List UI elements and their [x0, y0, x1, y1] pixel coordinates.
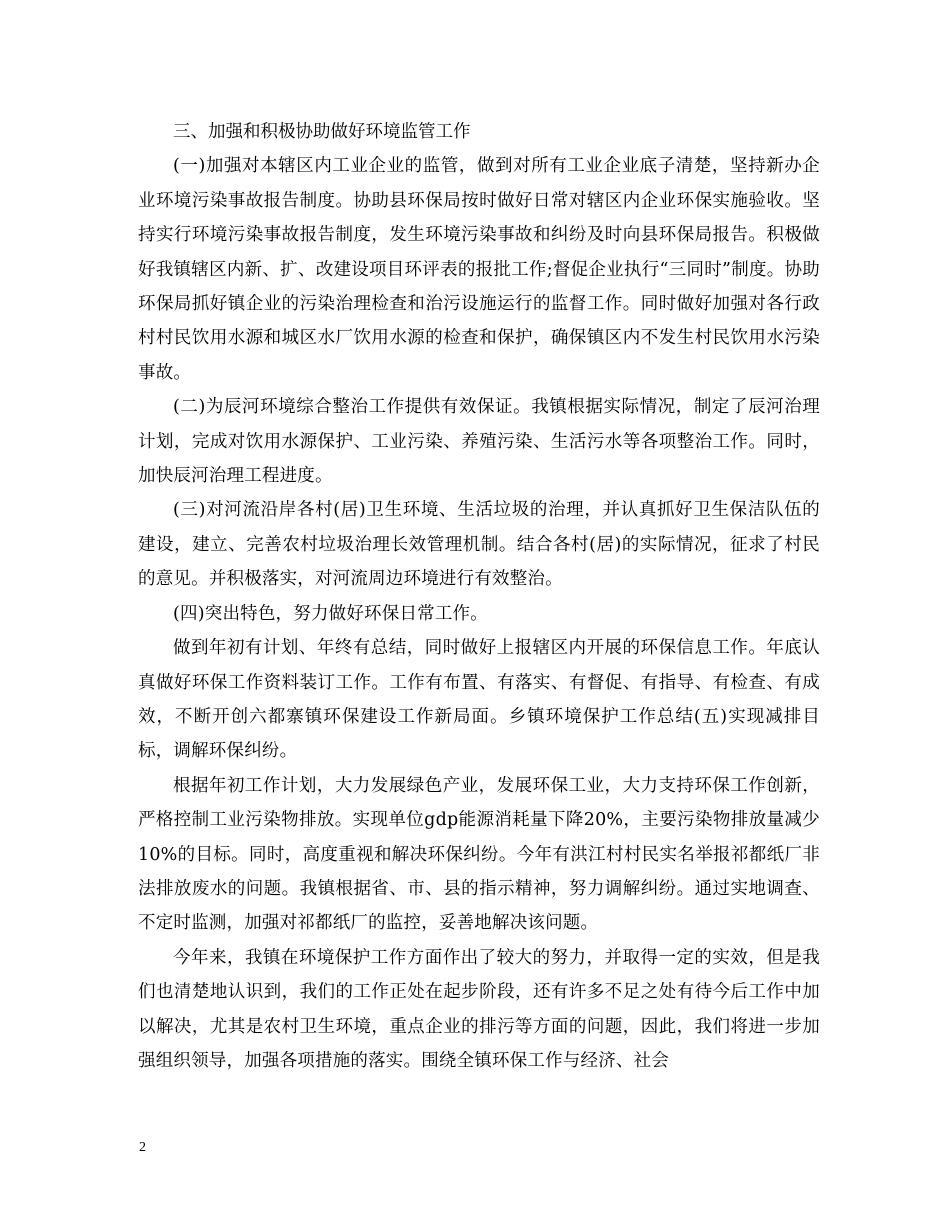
paragraph-supervision: (一)加强对本辖区内工业企业的监管，做到对所有工业企业底子清楚，坚持新办企业环境污染事故报告制度。协助县环保局按时做好日常对辖区内企业环保实施验收。坚持实行环境污染事故报告制度，发生环境污染事故和纠纷及时向县环保局报告。积极做好我镇辖区内新、扩、改建设项目环评表的报批工作;督促企业执行“三同时”制度。协助环保局抓好镇企业的污染治理检查和治污设施运行的监督工作。同时做好加强对各行政村村民饮用水源和城区水厂饮用水源的检查和保护，确保镇区内不发生村民饮用水污染事故。	[138, 156, 820, 383]
paragraph-riverside-sanitation: (三)对河流沿岸各村(居)卫生环境、生活垃圾的治理，并认真抓好卫生保洁队伍的建设，建立、完善农村垃圾治理长效管理机制。结合各村(居)的实际情况，征求了村民的意见。并积极落实，对河流周边环境进行有效整治。	[138, 500, 820, 590]
document-body	[138, 115, 820, 1078]
page-number: 2	[139, 1140, 146, 1155]
paragraph-chenhe-remediation: (二)为辰河环境综合整治工作提供有效保证。我镇根据实际情况，制定了辰河治理计划，完成对饮用水源保护、工业污染、养殖污染、生活污水等各项整治工作。同时，加快辰河治理工程进度。	[138, 397, 820, 487]
section-heading: 三、加强和积极协助做好环境监管工作	[173, 122, 471, 142]
paragraph-emission-reduction: 根据年初工作计划，大力发展绿色产业，发展环保工业，大力支持环保工作创新，严格控制工业污染物排放。实现单位gdp能源消耗量下降20%，主要污染物排放量减少10%的目标。同时，高度重视和解决环保纠纷。今年有洪江村村民实名举报祁都纸厂非法排放废水的问题。我镇根据省、市、县的指示精神，努力调解纠纷。通过实地调查、不定时监测，加强对祁都纸厂的监控，妥善地解决该问题。	[138, 775, 820, 934]
paragraph-summary: 今年来，我镇在环境保护工作方面作出了较大的努力，并取得一定的实效，但是我们也清楚地认识到，我们的工作正处在起步阶段，还有许多不足之处有待今后工作中加以解决，尤其是农村卫生环境，重点企业的排污等方面的问题，因此，我们将进一步加强组织领导，加强各项措施的落实。围绕全镇环保工作与经济、社会	[138, 947, 820, 1071]
paragraph-daily-work-heading: (四)突出特色，努力做好环保日常工作。	[173, 603, 488, 624]
paragraph-annual-planning: 做到年初有计划、年终有总结，同时做好上报辖区内开展的环保信息工作。年底认真做好环保工作资料装订工作。工作有布置、有落实、有督促、有指导、有检查、有成效，不断开创六都寨镇环保建设工作新局面。乡镇环境保护工作总结(五)实现减排目标，调解环保纠纷。	[138, 638, 820, 762]
